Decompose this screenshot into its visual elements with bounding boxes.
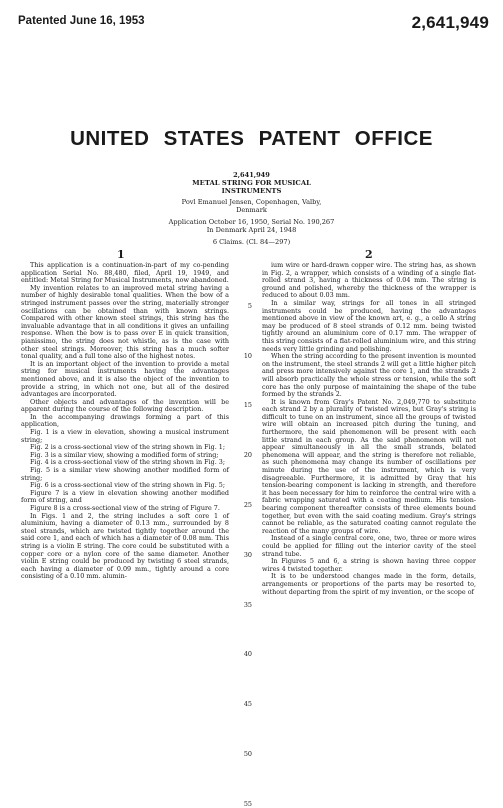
- paragraph: Fig. 6 is a cross-sectional view of the string shown in Fig. 5;: [30, 481, 225, 490]
- line-number: 45: [243, 700, 252, 709]
- patent-number-small: 2,641,949: [233, 171, 270, 179]
- paragraph: Fig. 5 is a similar view showing another modified form of string;: [21, 466, 229, 482]
- line-number: 5: [247, 301, 252, 310]
- paragraph: In Figs. 1 and 2, the string includes a soft core 1 of aluminium, having a diameter of 0.13 mm., surrounded by 8 steel strands, which are twisted tightly together around the said core 1, and each of which has a diameter of 0.08 mm. This string is a violin E string. The core could be substituted with a copper core or a nylon core of the same diameter. Another violin E string could be produced by twisting 6 steel strands, each having a diameter of 0.09 mm., tightly around a core consisting of a 0.10 mm. alumin-: [21, 511, 229, 581]
- page-header: [18, 15, 489, 31]
- paragraph: Fig. 4 is a cross-sectional view of the string shown in Fig. 3;: [30, 458, 225, 467]
- office-heading: UNITED STATES PATENT OFFICE: [70, 127, 433, 150]
- line-number: 15: [243, 401, 252, 410]
- application-line-2: In Denmark April 24, 1948: [206, 226, 297, 234]
- application-line-1: Application October 16, 1950, Serial No. 190,267: [168, 218, 335, 226]
- paragraph: Figure 7 is a view in elevation showing another modified form of string, and: [21, 488, 229, 505]
- paragraph: It is known from Gray's Patent No. 2,049,770 to substitute each strand 2 by a plurality of twisted wires, but Gray's string is difficult to tune on an instrument, since all the groups of twisted wire will obtain an increased pitch during the tuning, and furthermore, the said phenomenon will be present with each little strand in each group. As the said phenomenon will not appear simultaneously in all the small strands, belated phenomena will appear, and the string is therefore not reliable, as such phenomena may change its number of oscillations per minute during the use of the instrument, which is very disagreeable. Furthermore, it is admitted by Gray that his tension-bearing component is lacking in strength, and therefore it has been necessary for him to reinforce the central wire with a fabric wrapping saturated with a coating medium. His tension-bearing component thereafter consists of three elements bound together, but even with the said coating medium. Gray's strings cannot be reliable, as the saturated coating cannot regulate the reaction of the many groups of wire.: [262, 397, 476, 535]
- claims-line: 6 Claims. (Cl. 84—297): [212, 238, 291, 246]
- paragraph: Fig. 1 is a view in elevation, showing a musical instrument string;: [21, 428, 229, 444]
- line-number: 25: [243, 500, 252, 509]
- paragraph: ium wire or hard-drawn copper wire. The string has, as shown in Fig. 2, a wrapper, which consists of a winding of a single flat-rolled strand 3, having a thickness of 0.04 mm. The string is ground and polished, whereby the thickness of the wrapper is reduced to about 0.03 mm.: [262, 261, 476, 300]
- paragraph: In a similar way, strings for all tones in all stringed instruments could be produced, having the advantages mentioned above in view of the known art, e. g., a cello A string may be produced of 8 steel strands of 0.12 mm. being twisted tightly around an aluminium core of 0.17 mm. The wrapper of this string consists of a flat-rolled aluminium wire, and this string needs very little grinding and polishing.: [262, 298, 476, 353]
- paragraph: It is an important object of the invention to provide a metal string for musical instruments having the advantages mentioned above, and it is also the object of the invention to provide a string, in which not one, but all of the desired advantages are incorporated.: [21, 359, 229, 399]
- line-number: 35: [243, 600, 252, 609]
- patent-number: 2,641,949: [411, 13, 489, 32]
- inventor-line-2: Denmark: [236, 206, 267, 214]
- paragraph: Fig. 2 is a cross-sectional view of the string shown in Fig. 1;: [30, 443, 225, 452]
- paragraph: Other objects and advantages of the invention will be apparent during the course of the following description.: [21, 397, 229, 414]
- line-number: 40: [243, 650, 252, 659]
- paragraph: This application is a continuation-in-part of my co-pending application Serial No. 88,480, filed, April 19, 1949, and entitled: Metal String for Musical Instruments, now abandoned.: [21, 261, 229, 285]
- inventor: [0, 198, 503, 214]
- line-number: 50: [243, 749, 252, 758]
- paragraph: In the accompanying drawings forming a part of this application,: [21, 412, 229, 429]
- paragraph: Figure 8 is a cross-sectional view of the string of Figure 7.: [30, 504, 220, 512]
- paragraph: My invention relates to an improved metal string having a number of highly desirable tonal qualities. When the bow of a stringed instrument passes over the string, materially stronger oscillations can be obtained than with known strings. Compared with other known steel strings, this string has the invaluable advantage that in all conditions it gives an unfailing response. When the bow is to pass over E in quick transition, pianissimo, the string does not whistle, as is the case with other steel strings. Moreover, this string has a much softer tonal quality, and a full tone also of the highest notes.: [21, 283, 229, 361]
- line-number: 20: [243, 451, 252, 460]
- column-2: [262, 262, 476, 596]
- title-line-1: METAL STRING FOR MUSICAL: [192, 179, 311, 187]
- inventor-line-1: Povl Emanuel Jensen, Copenhagen, Valby,: [181, 198, 322, 206]
- column-number-1: 1: [117, 248, 125, 261]
- patented-date: Patented June 16, 1953: [18, 15, 145, 27]
- paragraph: Instead of a single central core, one, two, three or more wires could be applied for filling out the interior cavity of the steel strand tube.: [262, 534, 476, 558]
- line-number: 55: [243, 799, 252, 808]
- line-number: 30: [243, 550, 252, 559]
- paragraph: Fig. 3 is a similar view, showing a modified form of string;: [30, 450, 219, 459]
- patent-title: [0, 179, 503, 195]
- title-line-2: INSTRUMENTS: [221, 187, 282, 195]
- line-number: 10: [243, 351, 252, 360]
- application-info: [0, 218, 503, 234]
- column-1: [21, 262, 229, 581]
- column-number-2: 2: [365, 248, 373, 261]
- paragraph: In Figures 5 and 6, a string is shown having three copper wires 4 twisted together.: [262, 557, 476, 573]
- paragraph: It is to be understood changes made in the form, details, arrangements or proportions of the parts may be resorted to, without departing from the spirit of my invention, or the scope of: [262, 572, 476, 596]
- paragraph: When the string according to the present invention is mounted on the instrument, the steel strands 2 will get a little higher pitch and press more intensively against the core 1, and the strands 2 will absorb practically the whole stress or tension, while the soft core has the only purpose of maintaining the shape of the tube formed by the strands 2.: [262, 352, 476, 399]
